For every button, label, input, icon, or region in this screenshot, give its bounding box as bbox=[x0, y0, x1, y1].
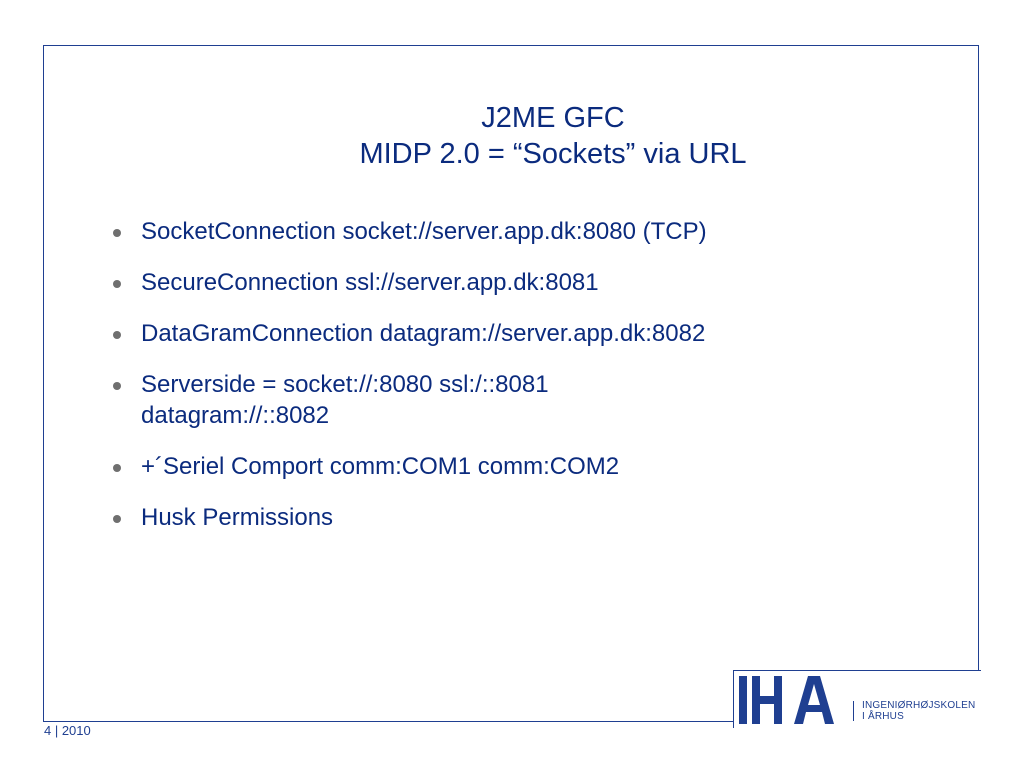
logo-separator bbox=[853, 701, 854, 721]
bullet-text: SocketConnection socket://server.app.dk:8080 (TCP) bbox=[141, 218, 707, 245]
logo-line-2: I ÅRHUS bbox=[862, 711, 904, 722]
slide-footer: 4 | 2010 bbox=[44, 723, 91, 738]
title-line-1: J2ME GFC bbox=[481, 102, 625, 134]
bullet-dot-icon bbox=[113, 464, 121, 472]
bullet-dot-icon bbox=[113, 280, 121, 288]
bullet-dot-icon bbox=[113, 382, 121, 390]
bullet-item bbox=[112, 216, 892, 247]
logo bbox=[733, 670, 981, 728]
logo-text bbox=[862, 700, 975, 722]
bullet-text: Serverside = socket://:8080 ssl:/::8081 datagram://::8082 bbox=[141, 371, 549, 429]
title-line-2: MIDP 2.0 = “Sockets” via URL bbox=[359, 138, 747, 170]
iha-logo-icon bbox=[738, 673, 850, 725]
logo-line-1: INGENIØRHØJSKOLEN bbox=[862, 700, 976, 711]
bullet-item bbox=[112, 369, 661, 431]
bullet-item bbox=[112, 502, 892, 533]
bullet-dot-icon bbox=[113, 515, 121, 523]
bullet-list bbox=[112, 216, 892, 553]
bullet-dot-icon bbox=[113, 331, 121, 339]
bullet-item bbox=[112, 318, 892, 349]
slide-title bbox=[43, 100, 1024, 172]
bullet-text: Husk Permissions bbox=[141, 504, 334, 531]
bullet-text: +´Seriel Comport comm:COM1 comm:COM2 bbox=[141, 453, 620, 480]
bullet-dot-icon bbox=[113, 229, 121, 237]
bullet-text: SecureConnection ssl://server.app.dk:8081 bbox=[141, 269, 599, 296]
bullet-item bbox=[112, 451, 892, 482]
bullet-item bbox=[112, 267, 892, 298]
bullet-text: DataGramConnection datagram://server.app.dk:8082 bbox=[141, 320, 706, 347]
